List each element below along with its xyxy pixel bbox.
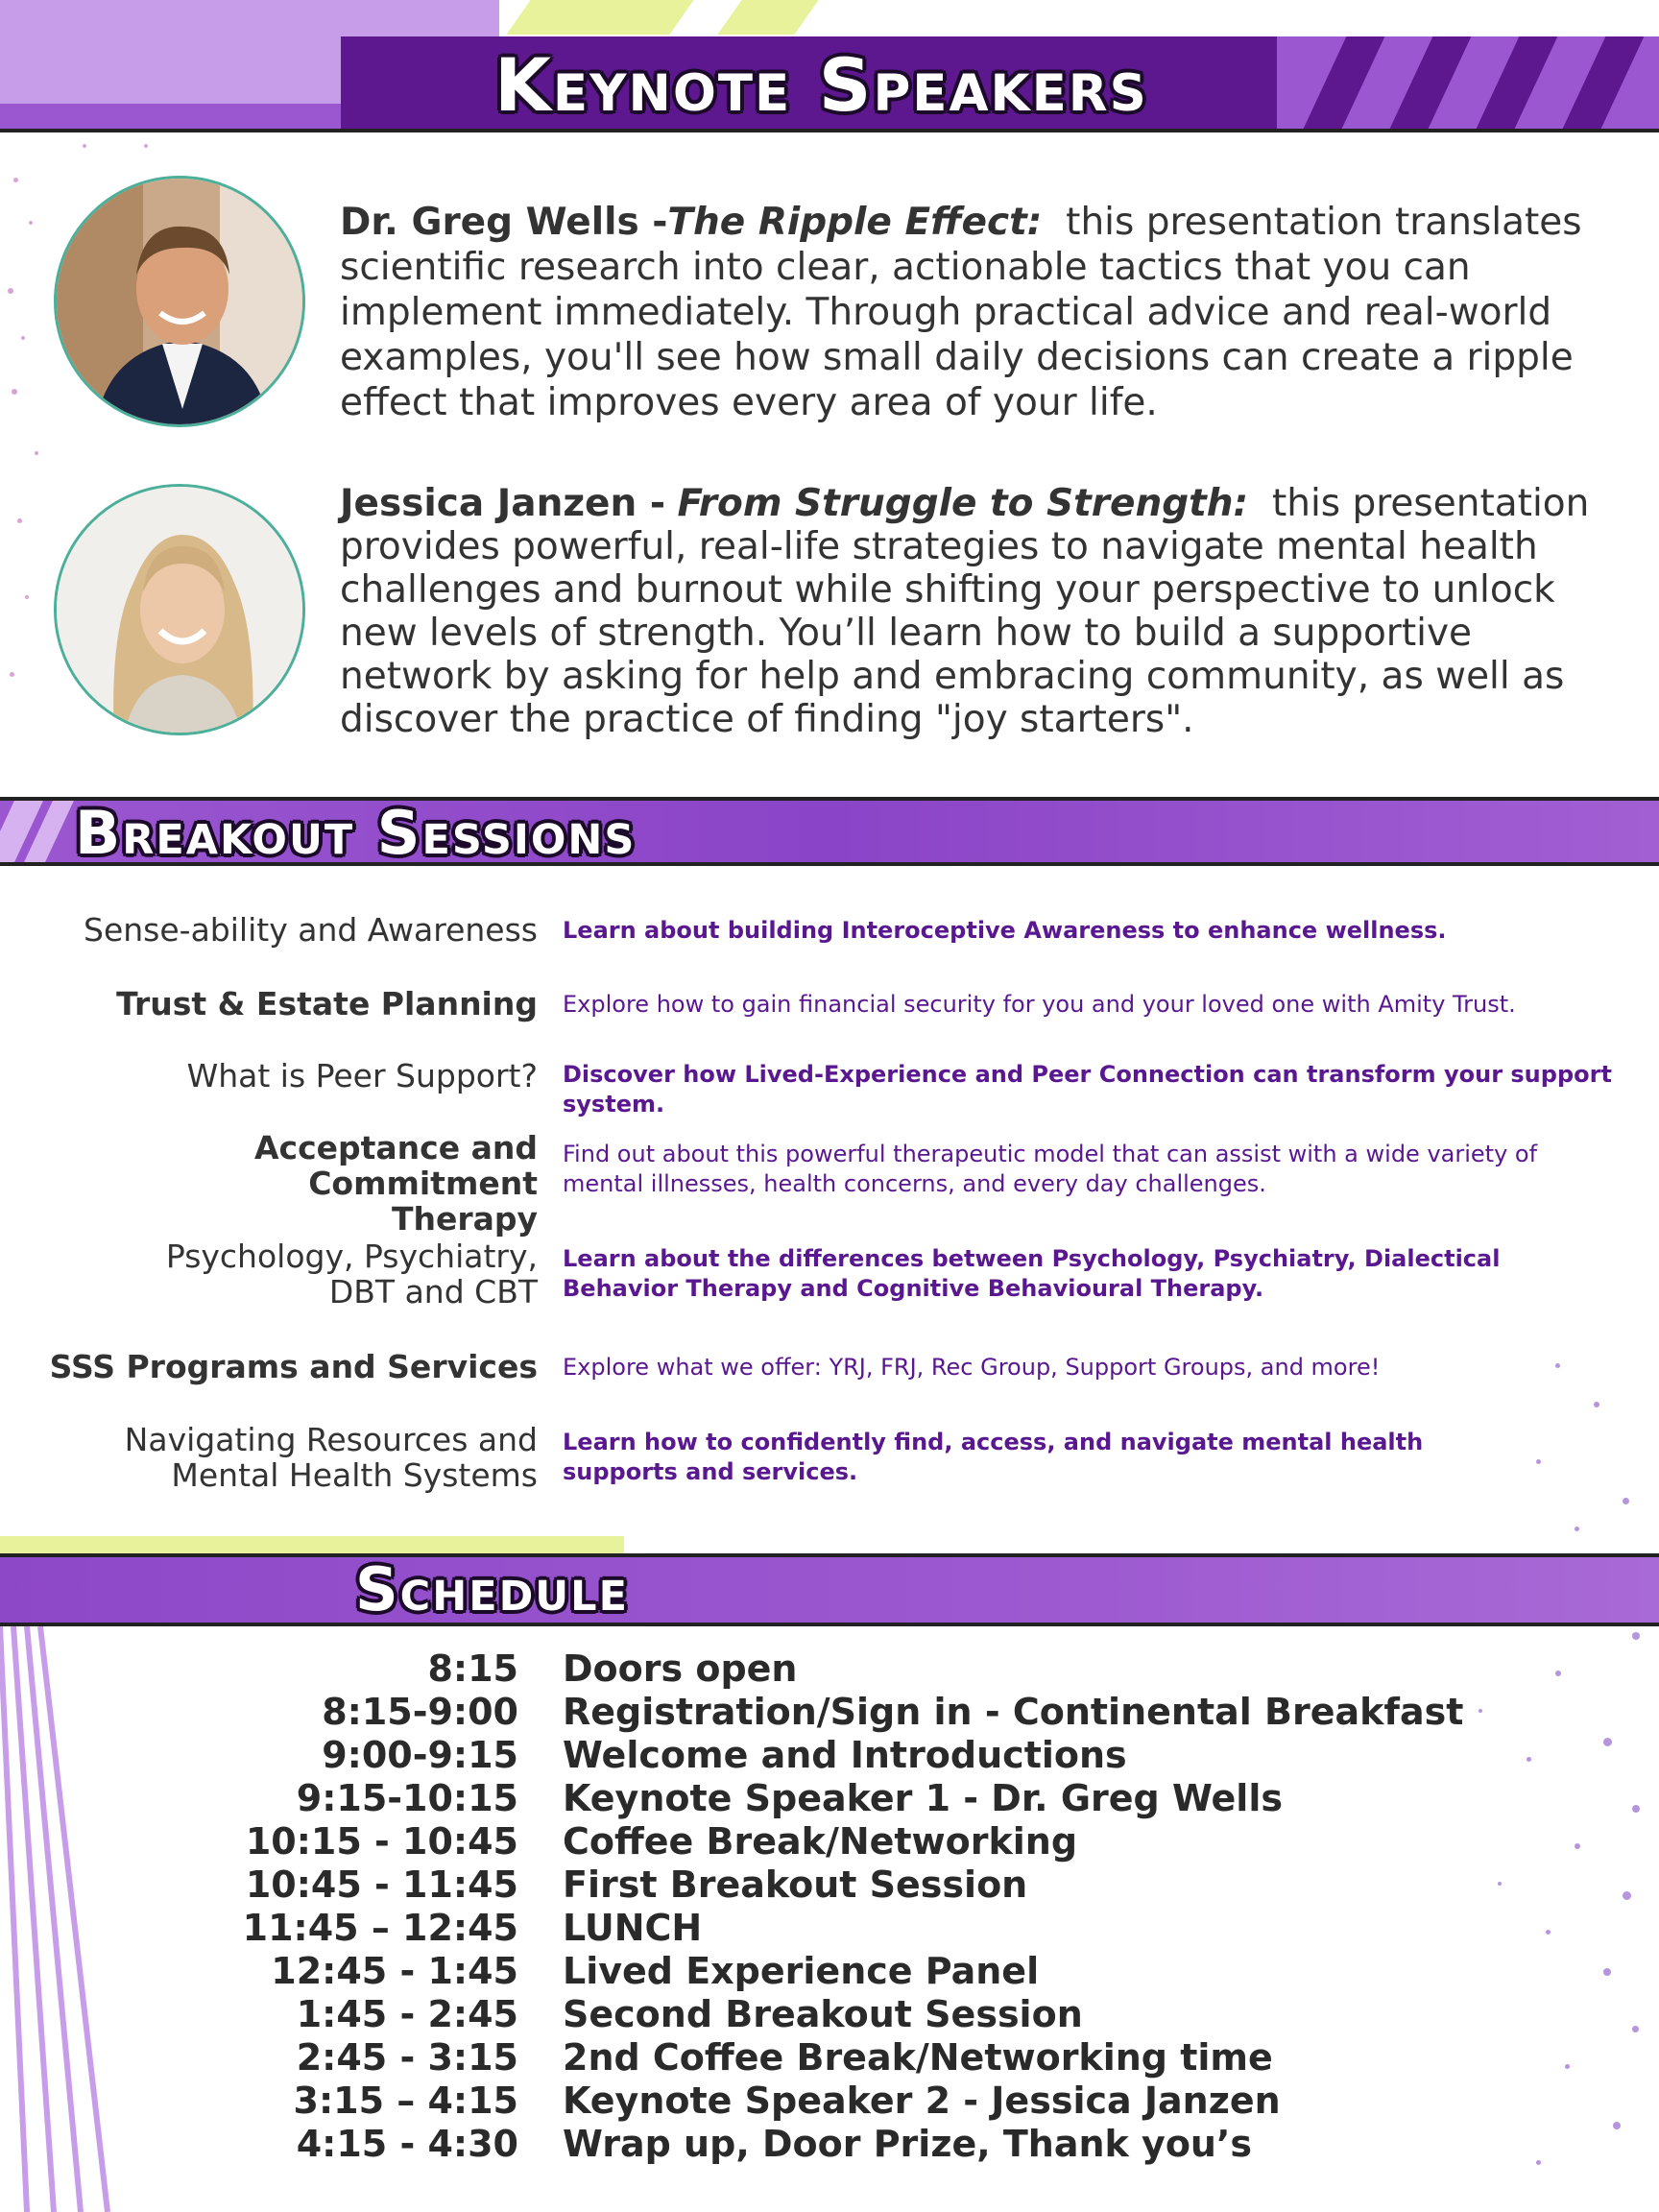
session-description: Explore how to gain financial security for you and your loved one with Amity Trust. (563, 991, 1516, 1018)
schedule-event: Registration/Sign in - Continental Breakfast (563, 1691, 1464, 1733)
schedule-time: 12:45 - 1:45 (271, 1950, 518, 1992)
session-description: Find out about this powerful therapeutic model that can assist with a wide variety of mental illnesses, health concerns, and every day challenges. (563, 1141, 1538, 1197)
session-description: Learn how to confidently find, access, and navigate mental health supports and services. (563, 1429, 1424, 1485)
session-description: Learn about building Interoceptive Awareness to enhance wellness. (563, 917, 1447, 944)
schedule-event: Welcome and Introductions (563, 1734, 1127, 1776)
speaker-name: Jessica Janzen - (340, 482, 666, 525)
keynote-title: Keynote Speakers (494, 42, 1148, 128)
header-lime-stripe (506, 0, 693, 35)
speaker-photo-jessica-janzen (54, 484, 305, 735)
left-lines-decoration (0, 1626, 125, 2212)
schedule-time: 3:15 – 4:15 (293, 2080, 518, 2122)
schedule-event: 2nd Coffee Break/Networking time (563, 2036, 1273, 2079)
schedule-time: 9:00-9:15 (322, 1734, 518, 1776)
schedule-event: Lived Experience Panel (563, 1950, 1040, 1992)
session-name: SSS Programs and Services (49, 1348, 538, 1385)
schedule-event: Keynote Speaker 1 - Dr. Greg Wells (563, 1777, 1283, 1819)
header-lime-stripe (717, 0, 818, 35)
schedule-event: First Breakout Session (563, 1863, 1028, 1906)
session-name: Sense-ability and Awareness (84, 911, 538, 949)
schedule-event: Wrap up, Door Prize, Thank you’s (563, 2123, 1253, 2165)
session-name: Navigating Resources and Mental Health Systems (124, 1421, 538, 1494)
session-name: Psychology, Psychiatry, DBT and CBT (165, 1238, 538, 1310)
session-name: Acceptance and Commitment Therapy (253, 1129, 538, 1238)
header-left-strip (0, 104, 341, 129)
session-description: Explore what we offer: YRJ, FRJ, Rec Group, Support Groups, and more! (563, 1354, 1381, 1381)
schedule-time: 4:15 - 4:30 (296, 2123, 518, 2165)
schedule-event: Second Breakout Session (563, 1993, 1083, 2035)
schedule-event: Keynote Speaker 2 - Jessica Janzen (563, 2080, 1281, 2122)
speaker-name: Dr. Greg Wells - (340, 201, 668, 244)
speaker-description: this presentation translates scientific research into clear, actionable tactics that you can implement immediately. Through practical advice and real-world examples, you'll see how small daily decisions can create a ripple effect that improves every area of your life. (340, 201, 1582, 424)
schedule-time: 10:15 - 10:45 (245, 1820, 518, 1863)
schedule-time: 2:45 - 3:15 (296, 2036, 518, 2079)
schedule-time: 11:45 – 12:45 (242, 1907, 518, 1949)
session-name: Trust & Estate Planning (116, 985, 538, 1022)
schedule-header-band (0, 1553, 1659, 1626)
speaker-photo-greg-wells (54, 176, 305, 427)
speaker-description: this presentation provides powerful, real-life strategies to navigate mental health challenges and burnout while shifting your perspective to unlock new levels of strength. You’ll learn how to build a supportive network by asking for help and embracing community, as well as discover the practice of finding "joy starters". (340, 482, 1590, 741)
talk-title: The Ripple Effect: (667, 201, 1043, 244)
schedule-event: Coffee Break/Networking (563, 1820, 1078, 1863)
breakout-title: Breakout Sessions (75, 798, 637, 868)
schedule-time: 8:15 (427, 1647, 518, 1690)
schedule-time: 8:15-9:00 (322, 1691, 518, 1733)
schedule-event: Doors open (563, 1647, 798, 1690)
speaker-bio-jessica-janzen (340, 482, 1607, 741)
header-underline (0, 129, 1659, 132)
session-description: Learn about the differences between Psychology, Psychiatry, Dialectical Behavior Therapy and Cognitive Behavioural Therapy. (563, 1245, 1501, 1302)
session-name: What is Peer Support? (186, 1057, 538, 1094)
schedule-time: 1:45 - 2:45 (296, 1993, 518, 2035)
schedule-time: 9:15-10:15 (296, 1777, 518, 1819)
schedule-time: 10:45 - 11:45 (245, 1863, 518, 1906)
schedule-event: LUNCH (563, 1907, 703, 1949)
schedule-title: Schedule (355, 1554, 629, 1624)
speaker-bio-greg-wells (340, 200, 1607, 425)
session-description: Discover how Lived-Experience and Peer Connection can transform your support system. (563, 1061, 1612, 1118)
talk-title: From Struggle to Strength: (677, 482, 1249, 525)
